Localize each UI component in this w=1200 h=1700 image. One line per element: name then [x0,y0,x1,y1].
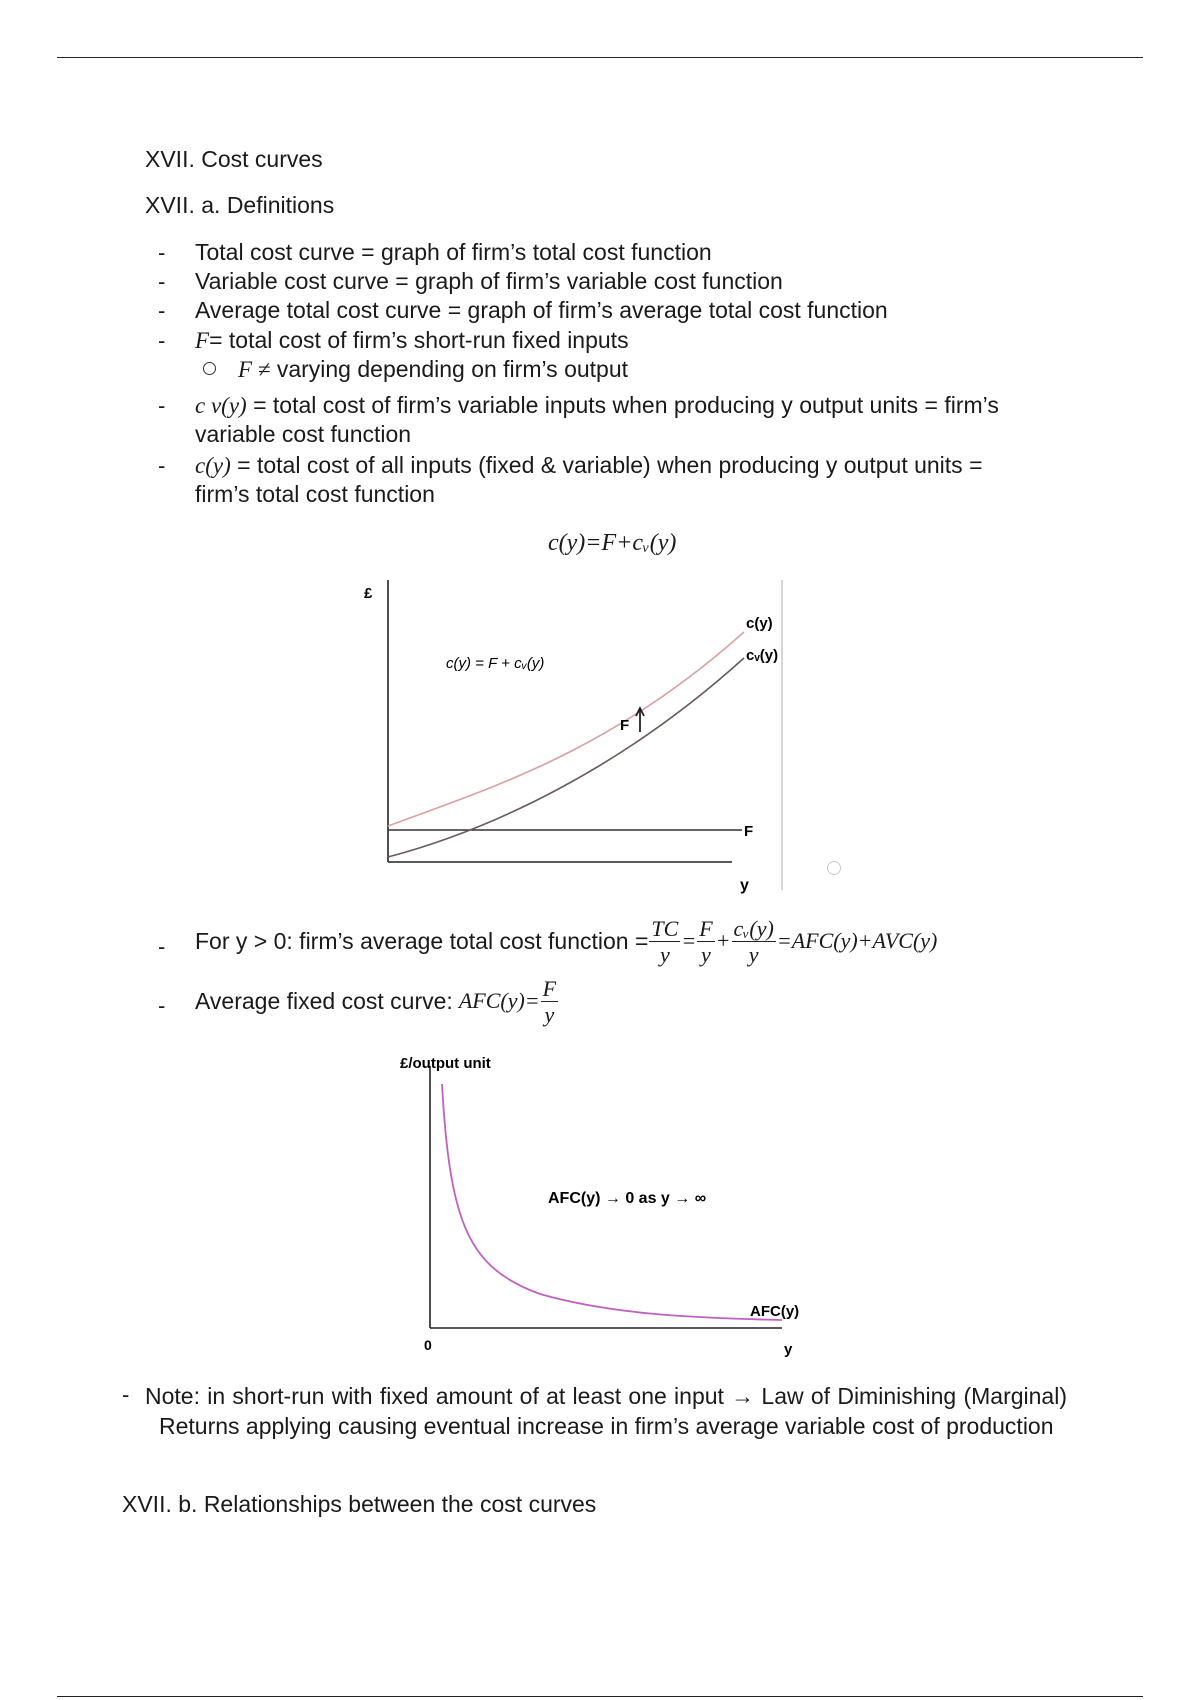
fraction-f: $\frac{F}{y}$ [699,915,713,967]
fixed-cost-label: F [744,823,754,840]
bullet-dash: - [158,393,166,418]
list-item-text: Average fixed cost curve: [195,987,453,1014]
stray-circle-icon [827,861,841,875]
variable-cost-curve [388,658,744,857]
bullet-dash: - [158,298,166,323]
bottom-rule [57,1696,1143,1697]
list-item-continuation: variable cost function [195,421,412,447]
list-item: Total cost curve = graph of firm’s total cost function [195,239,712,265]
atc-formula-item [195,913,937,969]
list-item-text: = total cost of firm’s variable inputs when producing y output units = firm’s [246,392,999,418]
fraction-afc: $\frac{F}{y}$ [542,975,557,1027]
list-item [195,452,983,479]
list-item-text: = total cost of firm’s short-run fixed inputs [209,327,629,353]
atc-formula: $\frac{TC}{y}$ = $\frac{F}{y}$ + $\frac{\text{cᵥ(y)}}{y}$ =AFC(y)+AVC(y) [651,915,938,967]
top-rule [57,57,1143,58]
list-item: Average total cost curve = graph of firm’s average total cost function [195,297,888,323]
list-item [195,392,999,419]
y-axis-label: £ [364,585,373,602]
f-gap-label: F [620,717,630,734]
bullet-dash: - [158,453,166,478]
origin-label: 0 [424,1337,432,1353]
x-axis-label: y [740,877,749,894]
sub-bullet-circle-icon [203,362,216,375]
bullet-dash: - [158,269,166,294]
afc-annotation: AFC(y) → 0 as y → ∞ [548,1190,707,1207]
total-cost-chart [340,572,820,902]
list-item: Variable cost curve = graph of firm’s variable cost function [195,268,783,294]
math-var: F ≠ [238,357,271,382]
bullet-dash: - [158,934,166,959]
bullet-dash: - [158,993,166,1018]
math-var: c(y) [195,453,231,478]
note-paragraph: Note: in short-run with fixed amount of at least one input → Law of Diminishing (Marginal) Returns applying causing eventual increase in firm’s average variable cost of production [145,1383,1067,1439]
section-heading: XVII. Cost curves [145,146,323,172]
afc-chart [390,1048,820,1360]
subsection-heading: XVII. a. Definitions [145,192,335,218]
chart-equation: c(y) = F + cᵥ(y) [446,655,545,672]
list-item-text: = total cost of all inputs (fixed & variable) when producing y output units = [230,452,983,478]
afc-formula-item [195,973,559,1029]
list-item-continuation: firm’s total cost function [195,481,435,507]
y-axis-label: £/output unit [400,1055,491,1072]
bullet-dash: - [158,240,166,265]
math-var: c v(y) [195,393,247,418]
cost-equation: c(y)=F+cᵥ(y) [548,530,677,556]
total-cost-label: c(y) [746,615,773,632]
variable-cost-label: cᵥ(y) [746,647,779,664]
list-item [195,327,629,354]
sub-list-item [238,356,628,383]
bullet-dash: - [158,328,166,353]
list-item-text: For y > 0: firm’s average total cost function = [195,927,649,954]
atc-tail: =AFC(y)+AVC(y) [776,928,938,953]
x-axis-label: y [784,1341,793,1358]
bullet-dash: - [122,1382,130,1407]
fraction-tc: $\frac{TC}{y}$ [651,915,679,967]
total-cost-curve [388,632,744,826]
subsection-heading: XVII. b. Relationships between the cost curves [122,1491,597,1517]
afc-curve-label: AFC(y) [750,1303,800,1320]
math-var: F [195,328,210,353]
fraction-cv: $\frac{\text{cᵥ(y)}}{y}$ [733,915,774,967]
afc-formula: AFC(y)= $\frac{F}{y}$ [458,975,557,1027]
list-item-text: varying depending on firm’s output [270,356,629,382]
